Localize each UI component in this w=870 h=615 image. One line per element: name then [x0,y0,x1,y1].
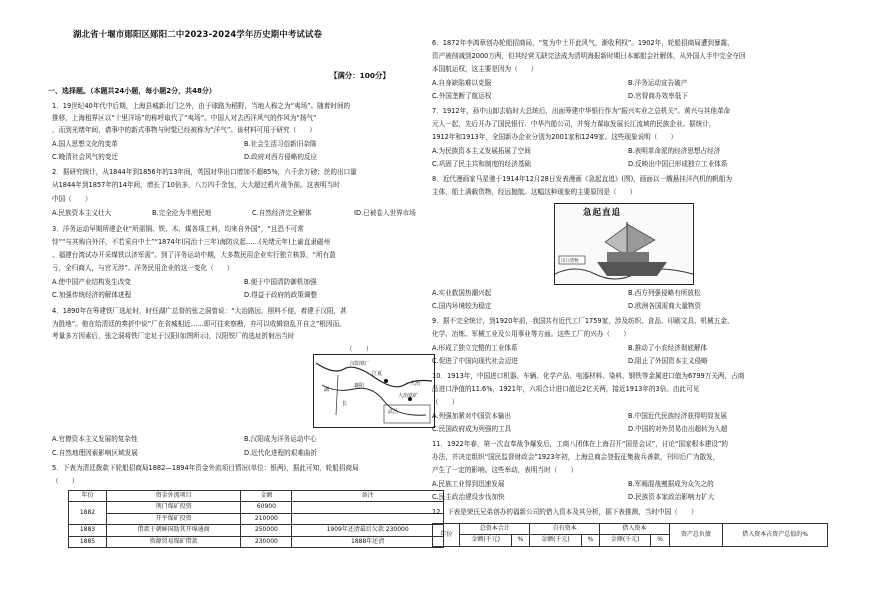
q2-option-c[interactable]: C.自然经济完全解体 [252,209,312,217]
q9-line1: 9．据不完全统计，到1920年前，我国共有近代工厂1759家，涉及纺织、食品、印刷文具、机械五金、 [432,317,734,325]
table-cell: 金额(千元) [530,535,581,546]
boat-sail-2 [605,226,627,256]
q5-header-year: 年份 [69,491,107,502]
q10-line3: （ ） [432,398,459,406]
q4-line4: （ ） [346,345,373,353]
q9-option-a[interactable]: A.形成了独立完整的工业体系 [432,344,518,352]
table-cell: 1882 [69,502,107,525]
q4-line2: 为胜地”。他在给清廷的奏折中说“厂在省城相近……即可往来察勘，亦可以收辑窃乱开自之“根因而。 [52,320,346,328]
q4-option-b[interactable]: B.汉阳成为洋务运动中心 [244,435,317,443]
q2-line2: 从1844年到1857年的14年间，增长了10倍多，八万四千余包，大大超过鸦片战争前。这表明当时 [52,181,340,189]
q7-option-a[interactable]: A.为民族资本主义发展拓展了空间 [432,147,531,155]
table-row [69,525,444,536]
table-cell: % [581,535,599,546]
q1-option-a[interactable]: A.国人思想文化的变革 [52,140,118,148]
q4-option-d[interactable]: D.近代化进程的艰难曲折 [244,449,318,457]
map-point-1 [384,379,388,383]
section-heading: 一、选择题。（本题共24小题，每小题2分，共48分） [48,87,216,95]
q12-header-total: 总资本合计 [460,524,530,535]
table-cell: 开平煤矿投资 [106,513,241,524]
exam-title: 湖北省十堰市郧阳区郧阳二中2023-2024学年历史期中考试试卷 [73,29,323,39]
q4-line1: 4．1890年在筹建铁厂选址时，时任湖广总督的张之洞曾说：“大冶路远，照料不便，着建于汉阳，甚 [52,307,347,315]
table-cell: 250000 [241,525,292,536]
q9-line2: 化学、冶炼、军械工业及公用事业等方面。这些工厂的兴办（ ） [432,330,630,338]
q5-line1: 5．下表为清廷拨款下轮船招商局1882—1894年资金外流项目情况(单位：银两)，据此可知，轮船招商局 [52,464,359,472]
cartoon-image [554,203,694,285]
map-border [336,375,338,415]
q11-line1: 11．1922年春，第一次直奉战争爆发后，工商八团体在上海召开“国是会议”，讨论“国家根本建设”的 [432,440,728,448]
q12-table-header [433,524,828,535]
table-cell: 资源贸易煤矿借款 [106,536,241,547]
hanyang-map [313,354,435,428]
q8-option-b[interactable]: B.西方列强侵略有所放松 [628,289,701,297]
q2-option-a[interactable]: A.民族资本主义壮大 [52,209,112,217]
q2-line3: 中国（ ） [52,195,92,203]
q8-option-c[interactable]: C.国内环境较为稳定 [432,302,492,310]
map-label-1: 汉阳铁厂 [350,361,371,367]
q2-line1: 2．据研究统计，从1844年到1856年的13年间，英国对华出口增加不超85%，六千余万磅；丝的出口量 [52,168,357,176]
map-label-4: 湖 [324,387,330,393]
q4-option-a[interactable]: A.官僚资本主义发展的复杂性 [52,435,138,443]
table-cell: 230000 [241,536,292,547]
q1-line2: 推移，上海租界区以“十里洋场”的称呼取代了“夷场”。中国人对去西洋风气的作风为“扬气” [52,114,317,122]
q5-table [68,490,444,548]
q11-line2: 办法，并决定组织“国民监督财政会”1923年初，上海总商会登报征集裁兵善款，刊印后广为散发， [432,453,720,461]
table-row [69,513,444,524]
q8-line2: 主体，船上满载货物，经远抛航。这幅这种现象的主要原因是（ ） [432,188,637,196]
map-label-3: 江夏 [372,371,383,377]
table-cell: 1909年还清最后欠款 230000 [292,525,444,536]
q2-option-b[interactable]: B.完全沦为半殖民地 [152,209,212,217]
q5-header-item: 资金外流项目 [106,491,241,502]
q4-line3: 考量多方因素后，张之洞将铁厂定址于汉阳(如图所示)，汉阳铁厂的选址折射出当时 [52,332,295,340]
q3-option-c[interactable]: C.加强传统经济的解体进程 [52,291,132,299]
q3-line2: 恃”“与其购自外洋，不若采自中土”“1874年(同治十三年)海防议起……(光绪元年)上谕直隶磁州 [52,238,331,246]
q12-header-year: 年份 [433,524,460,547]
q10-option-c[interactable]: C.民国政府成为列强的工具 [432,425,512,433]
q12-line1: 12．下表是荣氏兄弟创办的福新公司的借入资本及其分析，据下表推测，当时中国（ ） [432,508,698,516]
q6-option-d[interactable]: D.官督商办效率低下 [628,92,688,100]
q11-option-c[interactable]: C.民主政治建设步伐加快 [432,493,505,501]
map-label-2: 大冶铁矿 [398,393,419,399]
q6-option-c[interactable]: C.外国垄断了航运权 [432,92,492,100]
q3-line1: 3．洋务运动早期所建企业“所需铜、铁、木、煤各项工料，均来自外国”，“且恐不可常 [52,225,304,233]
q3-option-d[interactable]: D.得益于政府的政策调整 [244,291,318,299]
q7-option-d[interactable]: D.反映出中国已形成独立工业体系 [628,160,728,168]
q10-line1: 10．1913年，中国进口机器、车辆、化学产品、电器材料、染料、钢铁等金属进口值为6799万关两，占商 [432,372,745,380]
q9-option-d[interactable]: D.阻止了外国资本主义侵略 [628,357,708,365]
table-cell [292,502,444,513]
q1-line3: ，而到光绪年间，请事中的新式事物与时髦已经被称为“洋气”。该材料可用于研究（ ） [52,126,316,134]
q10-line2: 品进口净值的11.6%，1921年，六项合计进口值近2亿关两，接近1913年的3倍。由此可见 [432,385,700,393]
q7-line2: 元人一起，先后开办了国民银行、中华汽船公司，并努力谋取发展长江流域的民族企业。据统计， [432,120,716,128]
q5-header-amount: 金额 [241,491,292,502]
table-cell: 1888年还清 [292,536,444,547]
q8-option-d[interactable]: D.欧洲各国需商大量物资 [628,302,702,310]
q6-line2: 资产被削减到2000万两，但其经营无缺完法成为清明海报新时期日本邮船会社解体，从外国人手中完全夺回 [432,52,746,60]
q10-option-d[interactable]: D.中国的对外贸易由出超转为入超 [628,425,728,433]
q9-option-c[interactable]: C.促进了中国向现代社会迈进 [432,357,518,365]
cartoon-svg [555,204,693,284]
table-cell: 借款于朝鲜国助其开埠通商 [106,525,241,536]
table-cell: 金额(千元) [460,535,511,546]
q11-line3: 产生了一定的影响。这些举动，表明当时（ ） [432,466,578,474]
table-cell: % [511,535,529,546]
boat-cargo [607,252,649,262]
q3-option-b[interactable]: B.便于中国清防御机加强 [244,278,317,286]
map-label-8: 大冶 [410,381,421,387]
boat-sail [627,224,655,256]
q2-option-d[interactable]: ID.已被卷入世界市场 [354,209,416,217]
boat-hull [597,262,667,276]
table-cell: 60900 [241,502,292,513]
table-cell: 荆门煤矿投资 [106,502,241,513]
q12-header-borrowed: 借入资本 [599,524,669,535]
table-cell: 1885 [69,536,107,547]
q1-option-b[interactable]: B.社会生活习俗新旧杂陈 [244,140,317,148]
q1-option-d[interactable]: D.政府对西方侵略的反应 [244,153,318,161]
table-cell: % [651,535,669,546]
q6-line3: 本国航运权，这主要是因为（ ） [432,65,538,73]
q12-header-ratio: 借入资本占资产总值的% [723,524,828,547]
q12-table [432,523,828,547]
q4-option-c[interactable]: C.自然地理因素影响区域发展 [52,449,138,457]
q3-option-a[interactable]: A.使中国产业结构发生改变 [52,278,132,286]
q11-option-d[interactable]: D.民族资本家政治影响力扩大 [628,493,715,501]
q12-header-assets: 资产总负债 [669,524,722,547]
q10-option-b[interactable]: B.中国近代民族经济获得明显发展 [628,412,727,420]
q3-line3: 、福建台湾试办开采煤铁以济军需”。到了洋务运动中期，大多数民用企业实行独立核算，“所有盈 [52,251,336,259]
q7-line1: 7．1912年，孙中山卸去临时大总统后，出面筹建中华银行作为“振兴实业之总机关”。黄兴与其他革命 [432,107,731,115]
map-label-5: 襄阳 [354,383,365,389]
score-label: 【满分：100分】 [330,71,390,80]
q6-option-a[interactable]: A.自身缺陷难以克服 [432,79,492,87]
q7-option-b[interactable]: B.表明革命派的经济思想占经济 [628,147,721,155]
q1-line1: 1．19世纪40年代中后期，上海县城新北门之外，由于球路为稻野，当地人称之为“夷场”。随着时间的 [52,102,351,110]
q8-option-a[interactable]: A.实业救国热潮兴起 [432,289,492,297]
q9-option-b[interactable]: B.推动了小农经济彻底解体 [628,344,708,352]
table-cell: 1883 [69,525,107,536]
q12-header-own: 自有资本 [530,524,600,535]
q5-header-note: 备注 [292,491,444,502]
q10-option-a[interactable]: A.列强加紧对中国资本输出 [432,412,512,420]
q5-line2: （ ） [52,477,79,485]
q7-option-c[interactable]: C.巩固了民主共和制度的经济基础 [432,160,532,168]
table-cell: 金额(千元) [599,535,650,546]
map-label-6: 长 [342,401,348,407]
table-row [69,536,444,547]
q5-table-header [69,491,444,502]
map-label-7: 武昌 [388,409,399,415]
q11-option-a[interactable]: A.民族工业得到迅速发展 [432,480,505,488]
q11-option-b[interactable]: B.军阀混战割据成为众矢之的 [628,480,714,488]
q1-option-c[interactable]: C.晚清社会风气的变迁 [52,153,119,161]
q3-line4: 亏，全归商人，与官无涉”。洋务民用企业的这一变化（ ） [52,264,234,272]
cartoon-title: 急起直追 [583,208,622,218]
table-cell [292,513,444,524]
table-cell: 210000 [241,513,292,524]
q6-line1: 6．1872年李鸿章创办轮船招商局，“复为中土开此风气，渐收利权”。1902年，轮船招商局遭到暴露， [432,39,734,47]
cartoon-sign: 出口货物 [561,259,579,264]
q7-line3: 1912年和1913年，全国新办企业分别为2001家和1249家。这些现象说明（ ） [432,133,678,141]
q6-option-b[interactable]: B.洋务运动宣告破产 [628,79,688,87]
q8-line1: 8．近代漫画家马星驰于1914年12月28日发表漫画《急起直追》(图)，画面以一艘悬挂洋汽机的帆船为 [432,175,733,183]
table-row [69,502,444,513]
